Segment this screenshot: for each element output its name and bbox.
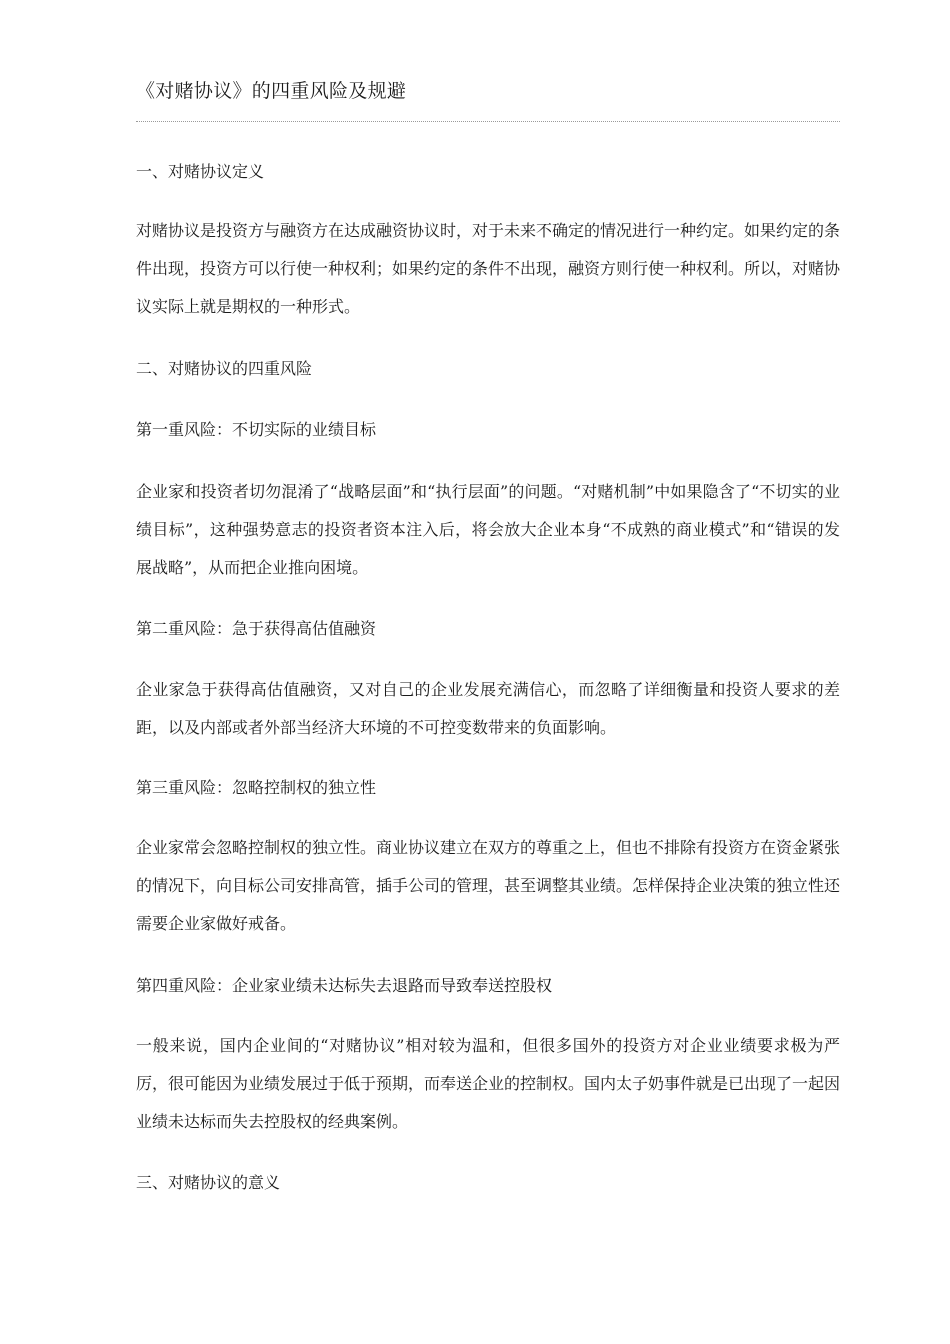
paragraph-definition: 对赌协议是投资方与融资方在达成融资协议时，对于未来不确定的情况进行一种约定。如果约定的条件出现，投资方可以行使一种权利；如果约定的条件不出现，融资方则行使一种权利。所以，对赌协议实际上就是期权的一种形式。	[136, 221, 841, 316]
document-title: 《对赌协议》的四重风险及规避	[136, 80, 407, 102]
risk-heading-2: 第二重风险：急于获得高估值融资	[136, 619, 377, 638]
paragraph-risk-2: 企业家急于获得高估值融资，又对自己的企业发展充满信心，而忽略了详细衡量和投资人要求的差距，以及内部或者外部当经济大环境的不可控变数带来的负面影响。	[136, 680, 840, 737]
section-heading-meaning: 三、对赌协议的意义	[136, 1173, 281, 1192]
section-heading-risks: 二、对赌协议的四重风险	[136, 359, 313, 378]
paragraph-risk-1: 企业家和投资者切勿混淆了“战略层面”和“执行层面”的问题。“对赌机制”中如果隐含了“不切实的业绩目标”，这种强势意志的投资者资本注入后，将会放大企业本身“不成熟的商业模式”和“错误的发展战略”，从而把企业推向困境。	[136, 482, 840, 577]
risk-heading-4: 第四重风险：企业家业绩未达标失去退路而导致奉送控股权	[136, 976, 553, 995]
title-divider	[136, 121, 840, 122]
risk-heading-3: 第三重风险：忽略控制权的独立性	[136, 778, 377, 797]
paragraph-risk-4: 一般来说，国内企业间的“对赌协议”相对较为温和，但很多国外的投资方对企业业绩要求极为严厉，很可能因为业绩发展过于低于预期，而奉送企业的控制权。国内太子奶事件就是已出现了一起因业绩未达标而失去控股权的经典案例。	[136, 1036, 841, 1131]
paragraph-risk-3: 企业家常会忽略控制权的独立性。商业协议建立在双方的尊重之上，但也不排除有投资方在资金紧张的情况下，向目标公司安排高管，插手公司的管理，甚至调整其业绩。怎样保持企业决策的独立性还需要企业家做好戒备。	[136, 838, 841, 933]
section-heading-definition: 一、对赌协议定义	[136, 162, 265, 181]
risk-heading-1: 第一重风险：不切实际的业绩目标	[136, 420, 377, 439]
